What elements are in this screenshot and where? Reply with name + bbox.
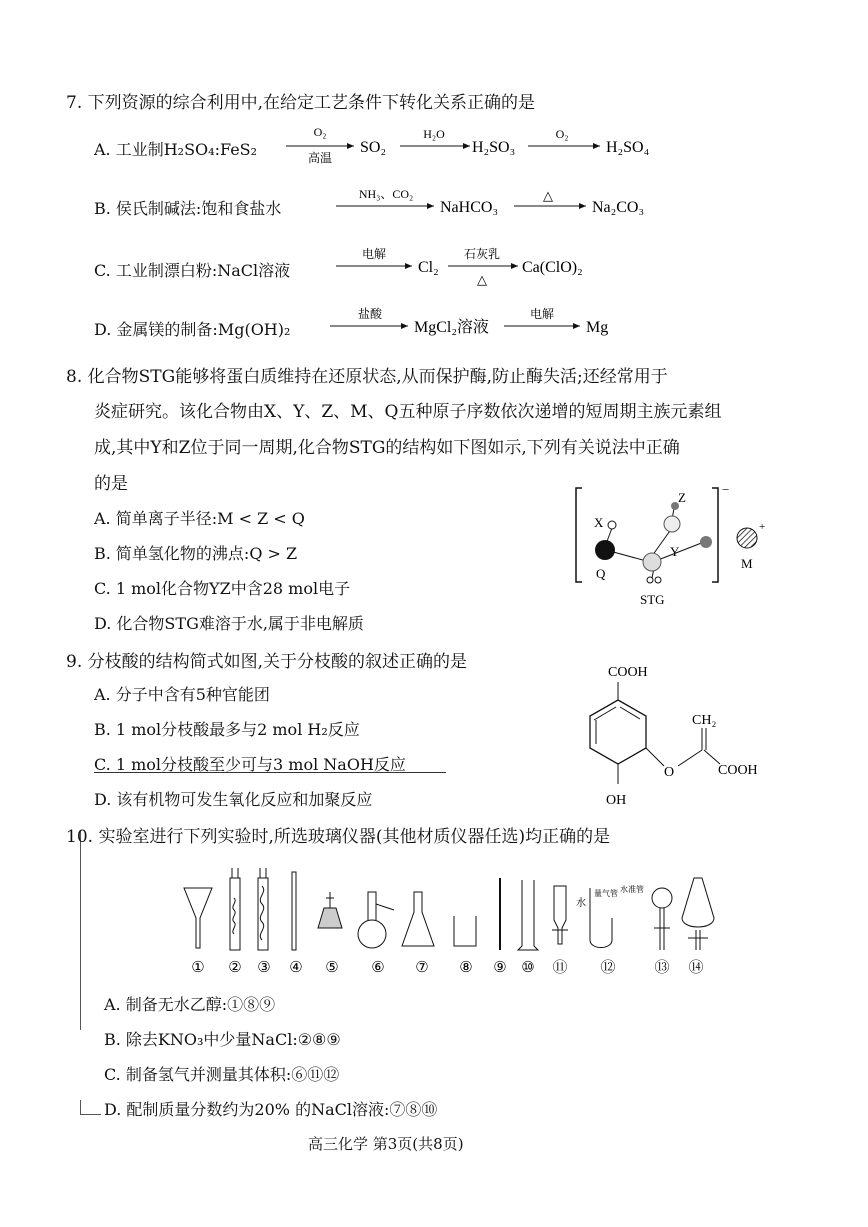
stg-atom-q [595,540,615,560]
chorismic-ch2: CH₂ [692,713,717,728]
q10-stem: 10. 实验室进行下列实验时,所选玻璃仪器(其他材质仪器任选)均正确的是 [66,827,611,847]
q9-stem: 9. 分枝酸的结构简式如图,关于分枝酸的叙述正确的是 [66,652,468,672]
q7a-product1: SO₂ [360,139,387,156]
q7a-arrow1-top: O₂ [313,125,327,139]
q7c-arrow2-bottom: △ [477,272,487,287]
q9-option-d: D. 该有机物可发生氧化反应和加聚反应 [94,790,373,809]
q7-option-b-scheme [334,182,664,222]
condenser-coil-icon [258,878,268,950]
stg-caption: STG [640,592,665,607]
chorismic-cooh-top: COOH [608,665,648,680]
thermometer-icon [292,872,296,950]
q7b-arrow2-top: △ [543,188,553,203]
q7d-arrow2-top: 电解 [529,307,555,321]
q7-option-d-scheme [328,302,628,342]
stg-anion-charge: − [722,482,730,497]
q8-option-a: A. 简单离子半径:M < Z < Q [94,509,305,528]
q7-option-a-scheme [284,122,664,166]
q7-stem: 7. 下列资源的综合利用中,在给定工艺条件下转化关系正确的是 [66,93,536,113]
q7-option-c-scheme [334,242,664,290]
q10-option-c: C. 制备氢气并测量其体积:⑥⑪⑫ [104,1065,340,1084]
glassware-label-5: ⑤ [325,960,339,976]
glassware-label-6: ⑥ [371,960,385,976]
q7c-product1: Cl₂ [418,259,439,276]
chorismic-oh: OH [606,793,627,808]
glassware-figure [172,858,732,982]
glassware-label-4: ④ [289,960,303,976]
glassware-label-8: ⑧ [459,960,473,976]
q8-stem-line2: 炎症研究。该化合物由X、Y、Z、M、Q五种原子序数依次递增的短周期主族元素组 [94,402,722,422]
tube-label-gas: 量气管 [594,889,618,898]
q7d-product2: Mg [586,319,609,336]
stg-atom-c-top [664,516,680,532]
stg-label-q: Q [596,566,606,581]
glassware-label-10: ⑩ [521,960,535,976]
q7c-arrow1-top: 电解 [361,247,387,261]
glassware-label-7: ⑦ [415,960,429,976]
q7a-product3: H₂SO₄ [606,139,650,156]
glassware-label-2: ② [228,960,242,976]
stg-label-x: X [594,515,604,530]
q7a-arrow1-bottom: 高温 [307,151,333,165]
q8-stem-line3: 成,其中Y和Z位于同一周期,化合物STG的结构如下图如示,下列有关说法中正确 [94,438,680,458]
glassware-label-3: ③ [257,960,271,976]
glassware-label-12: ⑫ [600,960,616,976]
chorismic-cooh-right: COOH [718,763,758,778]
stg-label-y: Y [670,544,680,559]
stg-label-m: M [741,556,753,571]
q9-option-a: A. 分子中含有5种官能团 [94,685,270,704]
q10-option-d: D. 配制质量分数约为20% 的NaCl溶液:⑦⑧⑩ [104,1100,438,1119]
beaker-icon [454,916,476,946]
chorismic-ether-o: O [664,765,675,780]
glassware-label-11: ⑪ [552,960,568,976]
separatory-funnel-pear-icon [682,878,714,927]
q7c-arrow2-top: 石灰乳 [463,247,501,261]
tube-label-water: 水 [576,898,586,909]
q7-option-d-prefix: D. 金属镁的制备:Mg(OH)₂ [94,320,291,339]
q9-option-c: C. 1 mol分枝酸至少可与3 mol NaOH反应 [94,755,406,774]
conical-flask-icon [402,892,434,946]
stg-m-charge: + [759,521,766,533]
glassware-label-9: ⑨ [493,960,507,976]
q7a-product2: H₂SO₃ [472,139,516,156]
stg-atom-c-center [643,553,661,571]
q8-option-c: C. 1 mol化合物YZ中含28 mol电子 [94,579,351,598]
glassware-label-14: ⑭ [688,960,704,976]
q10-option-a: A. 制备无水乙醇:①⑧⑨ [104,995,276,1014]
q8-option-b: B. 简单氢化物的沸点:Q > Z [94,544,298,563]
stg-structure-figure [572,482,802,612]
tube-label-level: 水准管 [620,885,644,894]
alcohol-lamp-icon [318,908,342,928]
q7a-arrow3-top: O₂ [555,127,569,141]
glassware-label-13: ⑬ [654,960,670,976]
dropping-funnel-icon [554,886,566,944]
q7b-product2: Na₂CO₃ [592,199,645,216]
q7-option-a-prefix: A. 工业制H₂SO₄:FeS₂ [94,140,258,159]
q7-option-c-prefix: C. 工业制漂白粉:NaCl溶液 [94,261,291,280]
chorismic-acid-structure [568,658,778,812]
q7d-arrow1-top: 盐酸 [357,307,383,321]
q7c-product2: Ca(ClO)₂ [522,259,583,276]
glassware-label-1: ① [191,960,205,976]
q8-stem-line4: 的是 [94,474,128,494]
stg-atom-m [737,528,757,548]
q7b-product1: NaHCO₃ [440,199,499,216]
funnel-icon [184,888,212,948]
q8-stem-line1: 8. 化合物STG能够将蛋白质维持在还原状态,从而保护酶,防止酶失活;还经常用于 [66,367,668,387]
stg-atom-x [608,521,616,529]
q7a-arrow2-top: H₂O [423,127,445,141]
q7b-arrow1-top: NH₃、CO₂ [358,187,414,201]
separatory-funnel-round-icon [652,888,672,908]
q9-option-b: B. 1 mol分枝酸最多与2 mol H₂反应 [94,720,360,739]
stg-label-z: Z [678,490,686,505]
q7d-product1: MgCl₂溶液 [414,319,489,336]
measuring-cylinder-icon [518,880,538,950]
distilling-flask-icon [358,920,386,948]
q10-option-b: B. 除去KNO₃中少量NaCl:②⑧⑨ [104,1030,341,1049]
q8-option-d: D. 化合物STG难溶于水,属于非电解质 [94,614,364,633]
q7-option-b-prefix: B. 侯氏制碱法:饱和食盐水 [94,199,282,218]
page-footer: 高三化学 第3页(共8页) [308,1135,464,1153]
stg-atom-y-side [700,536,712,548]
